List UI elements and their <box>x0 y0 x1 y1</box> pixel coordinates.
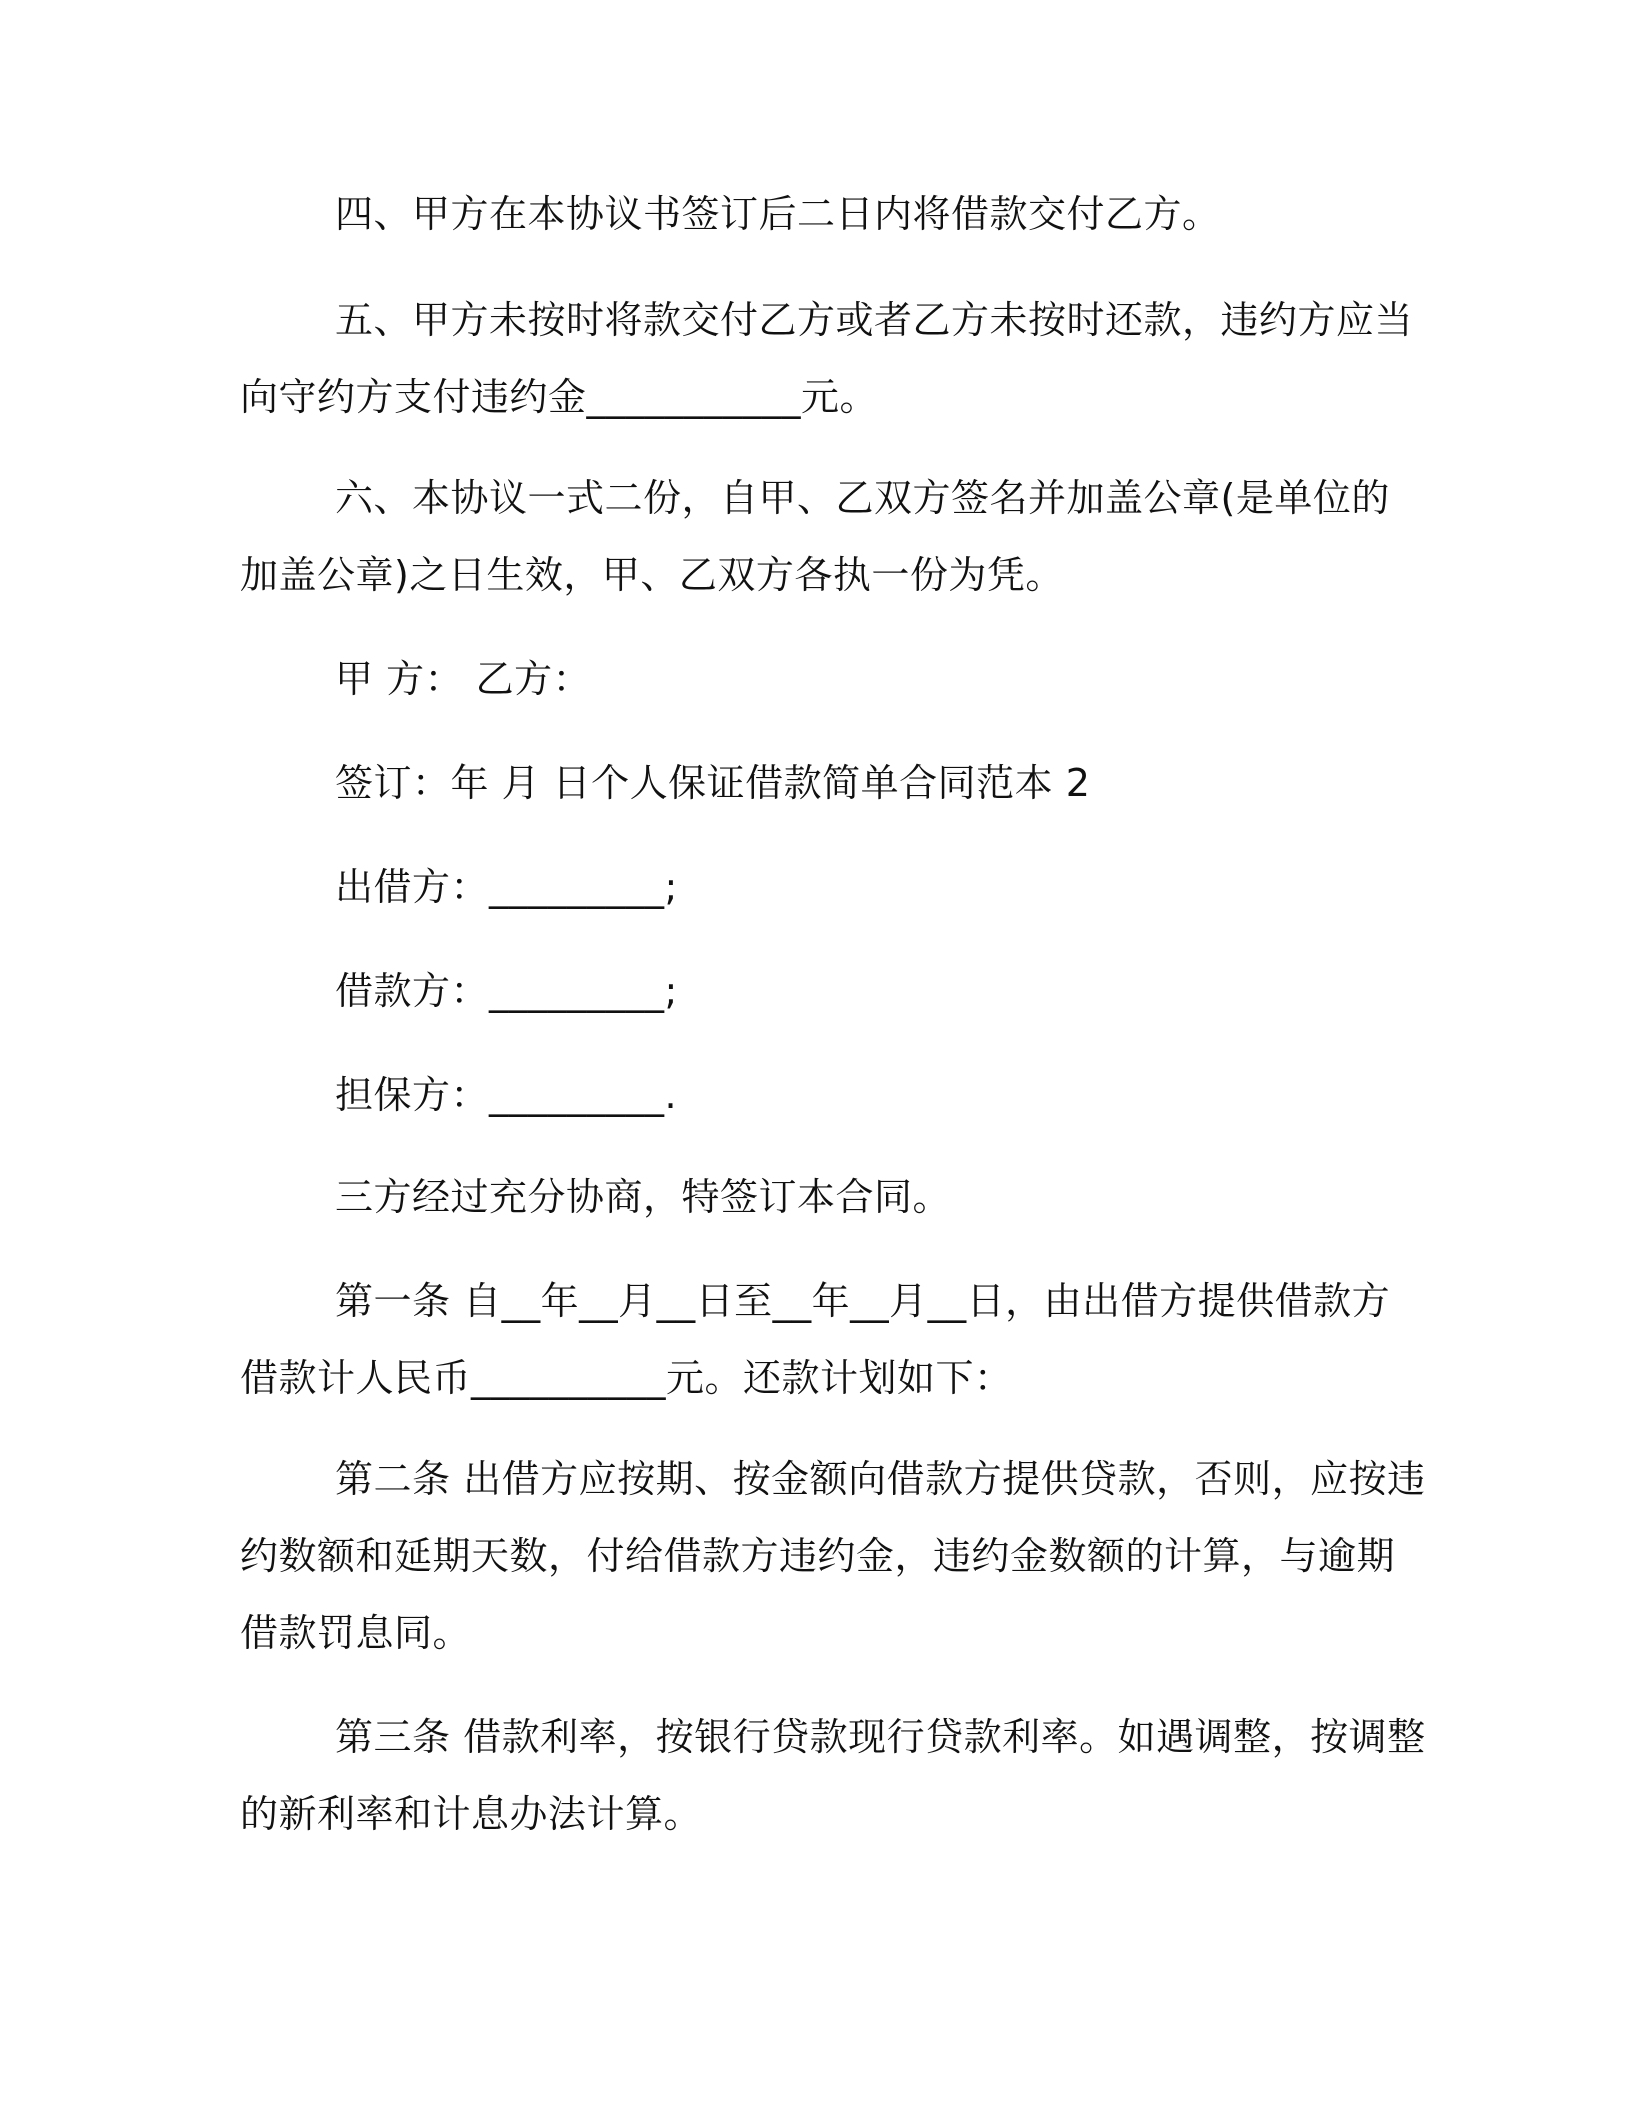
article-1-paragraph <box>240 1263 1400 1417</box>
signing-date-line <box>240 745 1400 822</box>
paragraph-line: 第一条 自__年__月__日至__年__月__日，由出借方提供借款方 <box>335 1279 1391 1323</box>
paragraph-line: 第三条 借款利率，按银行贷款现行贷款利率。如遇调整，按调整 <box>335 1715 1426 1759</box>
lender-line <box>240 849 1400 926</box>
paragraph-line: 签订：年 月 日个人保证借款简单合同范本 2 <box>335 761 1091 805</box>
article-2-paragraph <box>240 1441 1426 1672</box>
paragraph-line: 的新利率和计息办法计算。 <box>240 1792 703 1836</box>
clause-4-paragraph <box>240 176 1400 253</box>
paragraph-line: 向守约方支付违约金___________元。 <box>240 375 879 419</box>
parties-line <box>240 641 1400 718</box>
paragraph-line: 三方经过充分协商，特签订本合同。 <box>335 1175 952 1219</box>
paragraph-line: 六、本协议一式二份，自甲、乙双方签名并加盖公章(是单位的 <box>335 476 1390 520</box>
clause-5-paragraph <box>240 282 1414 436</box>
paragraph-line: 担保方：_________. <box>335 1073 678 1117</box>
paragraph-line: 借款计人民币__________元。还款计划如下： <box>240 1356 1013 1400</box>
clause-6-paragraph <box>240 460 1400 614</box>
paragraph-line: 约数额和延期天数，付给借款方违约金，违约金数额的计算，与逾期 <box>240 1534 1396 1578</box>
paragraph-line: 出借方：_________; <box>335 865 678 909</box>
preamble-paragraph <box>240 1159 1400 1236</box>
article-3-paragraph <box>240 1699 1426 1853</box>
guarantor-line <box>240 1057 1400 1134</box>
paragraph-line: 借款方：_________; <box>335 969 678 1013</box>
paragraph-line: 四、甲方在本协议书签订后二日内将借款交付乙方。 <box>335 192 1221 236</box>
paragraph-line: 甲 方： 乙方： <box>335 657 592 701</box>
paragraph-line: 加盖公章)之日生效，甲、乙双方各执一份为凭。 <box>240 553 1064 597</box>
paragraph-line: 借款罚息同。 <box>240 1611 472 1655</box>
paragraph-line: 五、甲方未按时将款交付乙方或者乙方未按时还款，违约方应当 <box>335 298 1414 342</box>
borrower-line <box>240 953 1400 1030</box>
paragraph-line: 第二条 出借方应按期、按金额向借款方提供贷款，否则，应按违 <box>335 1457 1426 1501</box>
